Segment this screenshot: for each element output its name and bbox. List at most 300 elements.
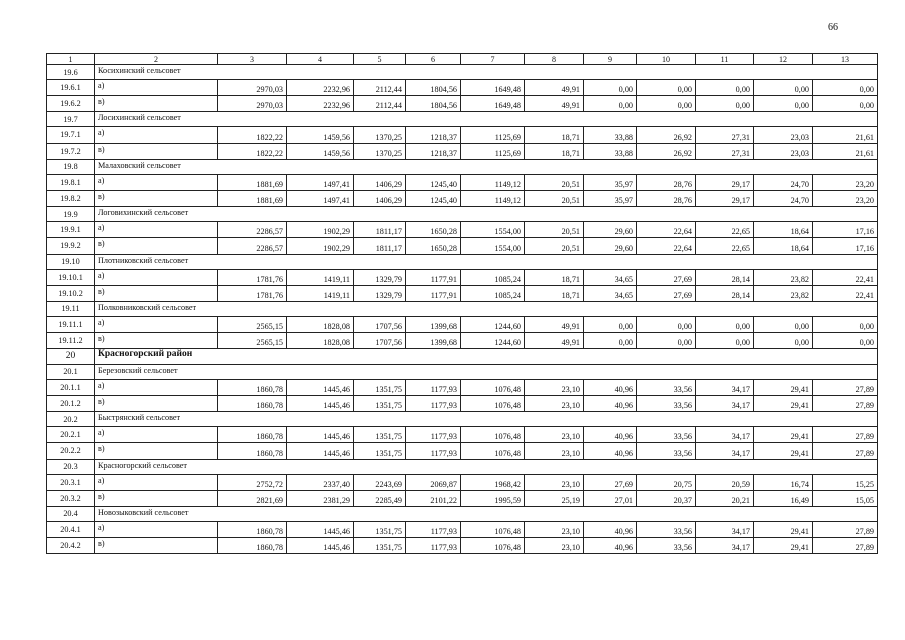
value-cell: 18,64 [754, 222, 813, 238]
section-name: Косихинский сельсовет [95, 65, 878, 80]
value-cell: 1351,75 [354, 521, 406, 537]
value-cell: 20,51 [525, 190, 584, 206]
value-cell: 1497,41 [287, 190, 354, 206]
row-label: в) [95, 395, 218, 411]
value-cell: 1076,48 [461, 538, 525, 554]
value-cell: 1244,60 [461, 333, 525, 349]
value-cell: 1445,46 [287, 379, 354, 395]
value-cell: 1781,76 [218, 269, 287, 285]
table-row [47, 238, 878, 254]
value-cell: 1085,24 [461, 285, 525, 301]
value-cell: 23,20 [813, 190, 878, 206]
value-cell: 24,70 [754, 190, 813, 206]
value-cell: 1419,11 [287, 269, 354, 285]
value-cell: 1445,46 [287, 521, 354, 537]
value-cell: 1399,68 [406, 316, 461, 332]
table-row [47, 474, 878, 490]
value-cell: 29,41 [754, 395, 813, 411]
value-cell: 20,51 [525, 174, 584, 190]
value-cell: 27,31 [696, 127, 754, 143]
value-cell: 22,65 [696, 222, 754, 238]
row-label: в) [95, 490, 218, 506]
value-cell: 2285,49 [354, 490, 406, 506]
value-cell: 0,00 [637, 333, 696, 349]
row-code: 19.11.1 [47, 316, 95, 332]
value-cell: 2286,57 [218, 238, 287, 254]
value-cell: 1149,12 [461, 174, 525, 190]
value-cell: 1125,69 [461, 143, 525, 159]
row-code: 19.7 [47, 112, 95, 127]
row-label: а) [95, 269, 218, 285]
value-cell: 23,10 [525, 443, 584, 459]
value-cell: 0,00 [754, 96, 813, 112]
value-cell: 29,41 [754, 521, 813, 537]
section-row [47, 301, 878, 316]
section-row [47, 112, 878, 127]
value-cell: 1244,60 [461, 316, 525, 332]
value-cell: 1076,48 [461, 427, 525, 443]
value-cell: 1650,28 [406, 238, 461, 254]
value-cell: 20,37 [637, 490, 696, 506]
value-cell: 0,00 [754, 316, 813, 332]
value-cell: 17,16 [813, 238, 878, 254]
table-row [47, 490, 878, 506]
value-cell: 1351,75 [354, 379, 406, 395]
value-cell: 1968,42 [461, 474, 525, 490]
value-cell: 20,75 [637, 474, 696, 490]
value-cell: 28,14 [696, 285, 754, 301]
value-cell: 0,00 [696, 316, 754, 332]
header-cell: 7 [461, 54, 525, 65]
row-code: 19.6.2 [47, 96, 95, 112]
value-cell: 25,19 [525, 490, 584, 506]
value-cell: 1554,00 [461, 222, 525, 238]
value-cell: 1649,48 [461, 96, 525, 112]
section-row [47, 159, 878, 174]
value-cell: 27,69 [584, 474, 637, 490]
value-cell: 0,00 [754, 80, 813, 96]
value-cell: 2232,96 [287, 80, 354, 96]
tariff-table [46, 53, 878, 554]
value-cell: 0,00 [754, 333, 813, 349]
value-cell: 1177,93 [406, 521, 461, 537]
value-cell: 1828,08 [287, 333, 354, 349]
value-cell: 0,00 [696, 333, 754, 349]
value-cell: 1707,56 [354, 316, 406, 332]
value-cell: 34,65 [584, 285, 637, 301]
value-cell: 1811,17 [354, 238, 406, 254]
row-label: а) [95, 80, 218, 96]
value-cell: 2232,96 [287, 96, 354, 112]
value-cell: 29,60 [584, 222, 637, 238]
value-cell: 26,92 [637, 143, 696, 159]
section-row [47, 65, 878, 80]
row-label: в) [95, 238, 218, 254]
row-code: 20.3 [47, 459, 95, 474]
value-cell: 28,76 [637, 174, 696, 190]
table-row [47, 395, 878, 411]
value-cell: 35,97 [584, 174, 637, 190]
value-cell: 27,69 [637, 285, 696, 301]
row-label: а) [95, 427, 218, 443]
value-cell: 1370,25 [354, 143, 406, 159]
row-code: 19.10.2 [47, 285, 95, 301]
section-name: Новозыковский сельсовет [95, 506, 878, 521]
value-cell: 1370,25 [354, 127, 406, 143]
table-row [47, 538, 878, 554]
value-cell: 33,88 [584, 143, 637, 159]
value-cell: 23,82 [754, 269, 813, 285]
row-code: 20.1.2 [47, 395, 95, 411]
row-code: 20.2.2 [47, 443, 95, 459]
value-cell: 49,91 [525, 96, 584, 112]
value-cell: 1245,40 [406, 174, 461, 190]
value-cell: 40,96 [584, 538, 637, 554]
value-cell: 1804,56 [406, 96, 461, 112]
value-cell: 2565,15 [218, 316, 287, 332]
value-cell: 40,96 [584, 379, 637, 395]
value-cell: 35,97 [584, 190, 637, 206]
value-cell: 16,49 [754, 490, 813, 506]
header-cell: 3 [218, 54, 287, 65]
value-cell: 1828,08 [287, 316, 354, 332]
value-cell: 1902,29 [287, 222, 354, 238]
value-cell: 1329,79 [354, 269, 406, 285]
value-cell: 1860,78 [218, 443, 287, 459]
value-cell: 1860,78 [218, 538, 287, 554]
value-cell: 28,76 [637, 190, 696, 206]
table-row [47, 521, 878, 537]
page-number: 66 [828, 22, 838, 33]
section-name: Быстрянский сельсовет [95, 412, 878, 427]
value-cell: 1459,56 [287, 127, 354, 143]
value-cell: 1445,46 [287, 427, 354, 443]
value-cell: 2970,03 [218, 80, 287, 96]
header-cell: 8 [525, 54, 584, 65]
value-cell: 29,17 [696, 174, 754, 190]
row-code: 19.8.1 [47, 174, 95, 190]
value-cell: 28,14 [696, 269, 754, 285]
value-cell: 29,60 [584, 238, 637, 254]
value-cell: 27,89 [813, 379, 878, 395]
value-cell: 1860,78 [218, 379, 287, 395]
value-cell: 1881,69 [218, 190, 287, 206]
value-cell: 33,56 [637, 395, 696, 411]
value-cell: 18,64 [754, 238, 813, 254]
value-cell: 2381,29 [287, 490, 354, 506]
value-cell: 34,17 [696, 395, 754, 411]
value-cell: 2069,87 [406, 474, 461, 490]
value-cell: 18,71 [525, 269, 584, 285]
value-cell: 22,65 [696, 238, 754, 254]
value-cell: 22,64 [637, 238, 696, 254]
value-cell: 21,61 [813, 143, 878, 159]
value-cell: 27,89 [813, 521, 878, 537]
row-label: в) [95, 443, 218, 459]
value-cell: 23,82 [754, 285, 813, 301]
value-cell: 17,16 [813, 222, 878, 238]
header-cell: 4 [287, 54, 354, 65]
value-cell: 1781,76 [218, 285, 287, 301]
value-cell: 40,96 [584, 443, 637, 459]
row-label: в) [95, 143, 218, 159]
value-cell: 40,96 [584, 427, 637, 443]
section-row [47, 506, 878, 521]
value-cell: 22,64 [637, 222, 696, 238]
value-cell: 1245,40 [406, 190, 461, 206]
value-cell: 1707,56 [354, 333, 406, 349]
row-code: 19.9 [47, 207, 95, 222]
section-name: Логовихинский сельсовет [95, 207, 878, 222]
value-cell: 1406,29 [354, 174, 406, 190]
value-cell: 1822,22 [218, 143, 287, 159]
row-label: а) [95, 521, 218, 537]
value-cell: 34,65 [584, 269, 637, 285]
value-cell: 1177,93 [406, 427, 461, 443]
value-cell: 2112,44 [354, 96, 406, 112]
header-cell: 6 [406, 54, 461, 65]
header-cell: 2 [95, 54, 218, 65]
section-row [47, 207, 878, 222]
value-cell: 2565,15 [218, 333, 287, 349]
row-label: а) [95, 174, 218, 190]
row-code: 19.7.1 [47, 127, 95, 143]
value-cell: 1218,37 [406, 143, 461, 159]
value-cell: 27,31 [696, 143, 754, 159]
value-cell: 23,10 [525, 427, 584, 443]
value-cell: 27,01 [584, 490, 637, 506]
value-cell: 1149,12 [461, 190, 525, 206]
value-cell: 20,51 [525, 238, 584, 254]
value-cell: 16,74 [754, 474, 813, 490]
table-row [47, 316, 878, 332]
value-cell: 1177,93 [406, 443, 461, 459]
value-cell: 0,00 [813, 333, 878, 349]
row-code: 19.10.1 [47, 269, 95, 285]
row-code: 20.1.1 [47, 379, 95, 395]
row-label: в) [95, 538, 218, 554]
value-cell: 1497,41 [287, 174, 354, 190]
row-label: в) [95, 190, 218, 206]
value-cell: 2821,69 [218, 490, 287, 506]
row-label: в) [95, 96, 218, 112]
row-label: а) [95, 127, 218, 143]
value-cell: 0,00 [637, 80, 696, 96]
value-cell: 33,56 [637, 521, 696, 537]
value-cell: 18,71 [525, 127, 584, 143]
value-cell: 1554,00 [461, 238, 525, 254]
value-cell: 40,96 [584, 521, 637, 537]
value-cell: 2243,69 [354, 474, 406, 490]
value-cell: 20,51 [525, 222, 584, 238]
value-cell: 1177,93 [406, 395, 461, 411]
row-code: 20.4.1 [47, 521, 95, 537]
table-row [47, 96, 878, 112]
value-cell: 1076,48 [461, 379, 525, 395]
value-cell: 0,00 [584, 80, 637, 96]
section-name: Красногорский сельсовет [95, 459, 878, 474]
value-cell: 2970,03 [218, 96, 287, 112]
value-cell: 0,00 [584, 96, 637, 112]
value-cell: 1822,22 [218, 127, 287, 143]
value-cell: 2286,57 [218, 222, 287, 238]
value-cell: 1995,59 [461, 490, 525, 506]
section-row [47, 459, 878, 474]
table-header-row [47, 54, 878, 65]
header-cell: 1 [47, 54, 95, 65]
value-cell: 0,00 [637, 96, 696, 112]
value-cell: 1649,48 [461, 80, 525, 96]
value-cell: 21,61 [813, 127, 878, 143]
value-cell: 34,17 [696, 427, 754, 443]
value-cell: 33,56 [637, 427, 696, 443]
value-cell: 1351,75 [354, 395, 406, 411]
table-row [47, 379, 878, 395]
value-cell: 1650,28 [406, 222, 461, 238]
row-code: 19.11 [47, 301, 95, 316]
value-cell: 2112,44 [354, 80, 406, 96]
value-cell: 29,17 [696, 190, 754, 206]
value-cell: 33,56 [637, 379, 696, 395]
row-code: 20.2 [47, 412, 95, 427]
value-cell: 34,17 [696, 521, 754, 537]
value-cell: 1085,24 [461, 269, 525, 285]
table-row [47, 222, 878, 238]
value-cell: 34,17 [696, 379, 754, 395]
value-cell: 1860,78 [218, 395, 287, 411]
value-cell: 2752,72 [218, 474, 287, 490]
district-row [47, 349, 878, 365]
section-row [47, 364, 878, 379]
value-cell: 27,89 [813, 538, 878, 554]
value-cell: 26,92 [637, 127, 696, 143]
value-cell: 23,10 [525, 379, 584, 395]
header-cell: 5 [354, 54, 406, 65]
value-cell: 1177,91 [406, 285, 461, 301]
row-code: 20.2.1 [47, 427, 95, 443]
value-cell: 18,71 [525, 143, 584, 159]
value-cell: 1177,93 [406, 538, 461, 554]
value-cell: 1902,29 [287, 238, 354, 254]
value-cell: 27,89 [813, 427, 878, 443]
row-code: 20.1 [47, 364, 95, 379]
value-cell: 23,10 [525, 474, 584, 490]
table-body [47, 54, 878, 554]
table-row [47, 190, 878, 206]
value-cell: 1881,69 [218, 174, 287, 190]
value-cell: 18,71 [525, 285, 584, 301]
table-row [47, 127, 878, 143]
value-cell: 0,00 [696, 80, 754, 96]
value-cell: 1125,69 [461, 127, 525, 143]
value-cell: 0,00 [813, 316, 878, 332]
value-cell: 2101,22 [406, 490, 461, 506]
value-cell: 1445,46 [287, 538, 354, 554]
value-cell: 33,88 [584, 127, 637, 143]
value-cell: 1419,11 [287, 285, 354, 301]
value-cell: 1351,75 [354, 538, 406, 554]
value-cell: 29,41 [754, 427, 813, 443]
value-cell: 29,41 [754, 379, 813, 395]
value-cell: 27,89 [813, 443, 878, 459]
value-cell: 23,10 [525, 521, 584, 537]
value-cell: 0,00 [813, 96, 878, 112]
row-label: а) [95, 474, 218, 490]
table-row [47, 285, 878, 301]
value-cell: 1076,48 [461, 443, 525, 459]
value-cell: 1076,48 [461, 521, 525, 537]
row-label: в) [95, 285, 218, 301]
value-cell: 1399,68 [406, 333, 461, 349]
table-row [47, 427, 878, 443]
value-cell: 27,89 [813, 395, 878, 411]
section-row [47, 412, 878, 427]
value-cell: 1445,46 [287, 395, 354, 411]
value-cell: 1351,75 [354, 427, 406, 443]
value-cell: 1811,17 [354, 222, 406, 238]
section-name: Плотниковский сельсовет [95, 254, 878, 269]
value-cell: 0,00 [696, 96, 754, 112]
value-cell: 49,91 [525, 80, 584, 96]
value-cell: 1351,75 [354, 443, 406, 459]
value-cell: 49,91 [525, 316, 584, 332]
row-label: в) [95, 333, 218, 349]
value-cell: 24,70 [754, 174, 813, 190]
value-cell: 0,00 [584, 333, 637, 349]
header-cell: 9 [584, 54, 637, 65]
row-code: 19.6.1 [47, 80, 95, 96]
value-cell: 0,00 [813, 80, 878, 96]
value-cell: 20,21 [696, 490, 754, 506]
row-label: а) [95, 379, 218, 395]
value-cell: 49,91 [525, 333, 584, 349]
row-code: 20.3.2 [47, 490, 95, 506]
row-code: 20 [47, 349, 95, 365]
row-code: 19.9.1 [47, 222, 95, 238]
value-cell: 1076,48 [461, 395, 525, 411]
section-name: Малаховский сельсовет [95, 159, 878, 174]
row-code: 19.8 [47, 159, 95, 174]
section-name: Березовский сельсовет [95, 364, 878, 379]
table-row [47, 143, 878, 159]
value-cell: 1177,91 [406, 269, 461, 285]
row-code: 19.6 [47, 65, 95, 80]
value-cell: 1406,29 [354, 190, 406, 206]
value-cell: 0,00 [637, 316, 696, 332]
value-cell: 1804,56 [406, 80, 461, 96]
value-cell: 27,69 [637, 269, 696, 285]
header-cell: 11 [696, 54, 754, 65]
value-cell: 23,10 [525, 538, 584, 554]
value-cell: 20,59 [696, 474, 754, 490]
value-cell: 23,10 [525, 395, 584, 411]
value-cell: 23,20 [813, 174, 878, 190]
row-code: 19.8.2 [47, 190, 95, 206]
row-code: 20.3.1 [47, 474, 95, 490]
section-name: Полковниковский сельсовет [95, 301, 878, 316]
value-cell: 40,96 [584, 395, 637, 411]
value-cell: 34,17 [696, 443, 754, 459]
value-cell: 1329,79 [354, 285, 406, 301]
header-cell: 12 [754, 54, 813, 65]
row-code: 20.4 [47, 506, 95, 521]
value-cell: 0,00 [584, 316, 637, 332]
value-cell: 22,41 [813, 269, 878, 285]
row-label: а) [95, 222, 218, 238]
value-cell: 29,41 [754, 538, 813, 554]
value-cell: 34,17 [696, 538, 754, 554]
value-cell: 1177,93 [406, 379, 461, 395]
